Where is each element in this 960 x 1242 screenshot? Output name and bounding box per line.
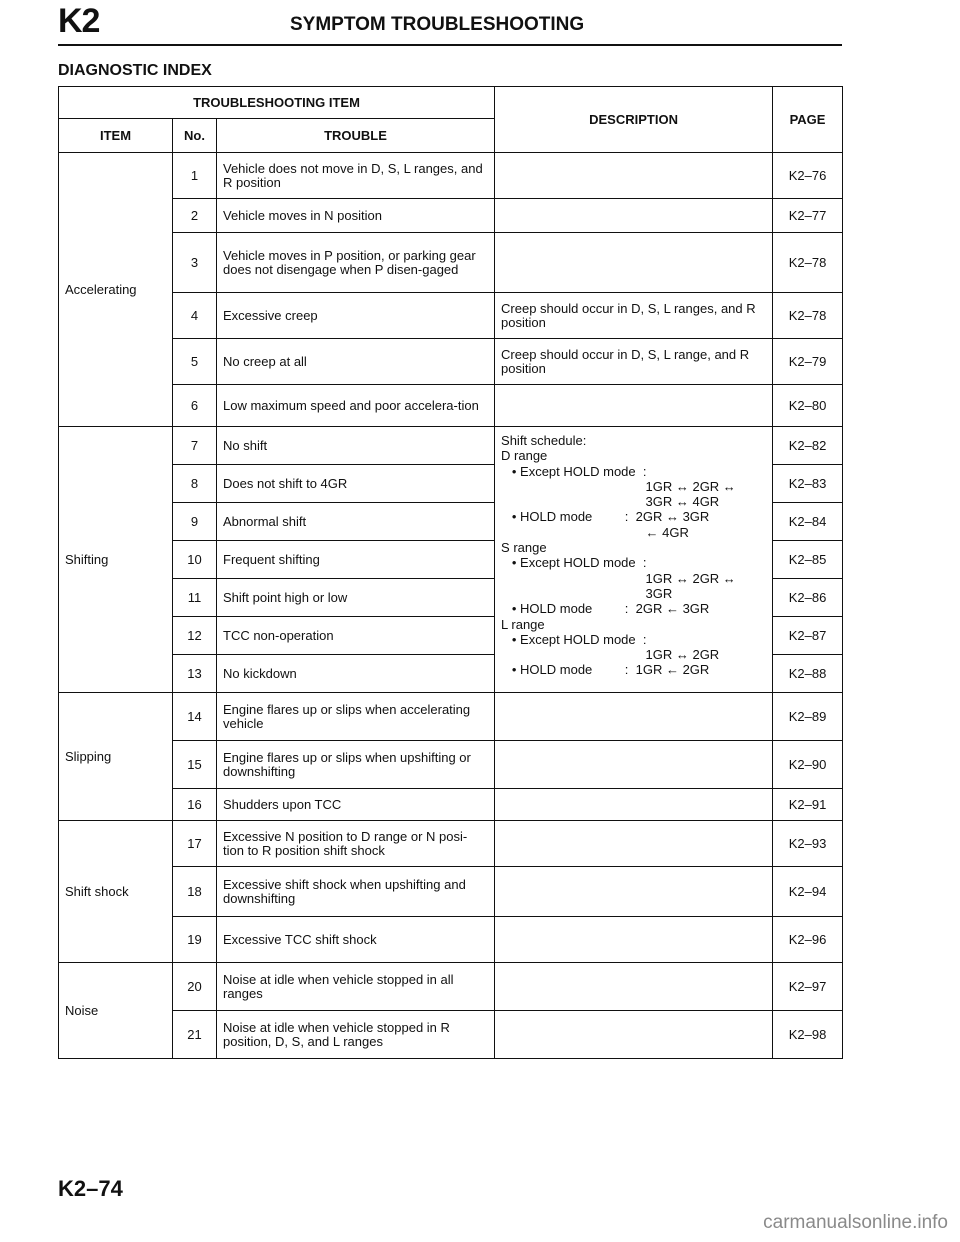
trouble-cell: No creep at all: [217, 339, 495, 385]
description-cell: [495, 1011, 773, 1059]
trouble-number-cell: 20: [173, 963, 217, 1011]
table-row: [59, 233, 843, 293]
description-cell: [495, 153, 773, 199]
description-cell: Creep should occur in D, S, L ranges, and R position: [495, 293, 773, 339]
trouble-number-cell: 13: [173, 655, 217, 693]
description-cell: [495, 963, 773, 1011]
item-category-cell: Accelerating: [59, 153, 173, 427]
trouble-number-cell: 1: [173, 153, 217, 199]
table-body: [59, 153, 843, 1059]
trouble-cell: Low maximum speed and poor accelera-tion: [217, 385, 495, 427]
page-reference-cell: K2–82: [773, 427, 843, 465]
description-cell: [495, 741, 773, 789]
trouble-number-cell: 4: [173, 293, 217, 339]
trouble-number-cell: 7: [173, 427, 217, 465]
item-category-cell: Shift shock: [59, 821, 173, 963]
trouble-cell: Engine flares up or slips when upshifting or downshifting: [217, 741, 495, 789]
description-cell: [495, 385, 773, 427]
trouble-number-cell: 11: [173, 579, 217, 617]
table-row: [59, 867, 843, 917]
page-reference-cell: K2–77: [773, 199, 843, 233]
page-reference-cell: K2–83: [773, 465, 843, 503]
trouble-number-cell: 19: [173, 917, 217, 963]
description-cell: [495, 789, 773, 821]
table-row: [59, 963, 843, 1011]
trouble-cell: Does not shift to 4GR: [217, 465, 495, 503]
item-category-cell: Slipping: [59, 693, 173, 821]
description-cell: [495, 693, 773, 741]
trouble-cell: TCC non-operation: [217, 617, 495, 655]
table-row: [59, 293, 843, 339]
page-title: SYMPTOM TROUBLESHOOTING: [290, 14, 585, 35]
section-code: K2: [58, 2, 100, 40]
table-row: [59, 339, 843, 385]
trouble-number-cell: 14: [173, 693, 217, 741]
page-reference-cell: K2–91: [773, 789, 843, 821]
trouble-number-cell: 2: [173, 199, 217, 233]
item-category-cell: Shifting: [59, 427, 173, 693]
trouble-cell: Engine flares up or slips when accelerating vehicle: [217, 693, 495, 741]
trouble-cell: Noise at idle when vehicle stopped in all ranges: [217, 963, 495, 1011]
description-cell: [495, 821, 773, 867]
page-reference-cell: K2–89: [773, 693, 843, 741]
page-reference-cell: K2–78: [773, 233, 843, 293]
diagnostic-index-table: [58, 86, 843, 1059]
trouble-cell: Excessive N position to D range or N posi-tion to R position shift shock: [217, 821, 495, 867]
description-cell: [495, 917, 773, 963]
description-cell: [495, 199, 773, 233]
description-header: DESCRIPTION: [495, 87, 773, 153]
description-cell: [495, 867, 773, 917]
table-row: [59, 821, 843, 867]
trouble-number-cell: 9: [173, 503, 217, 541]
trouble-number-cell: 3: [173, 233, 217, 293]
trouble-cell: No kickdown: [217, 655, 495, 693]
trouble-cell: Vehicle does not move in D, S, L ranges, and R position: [217, 153, 495, 199]
page-reference-cell: K2–90: [773, 741, 843, 789]
troubleshooting-item-header: TROUBLESHOOTING ITEM: [59, 87, 495, 119]
header-divider: [58, 44, 842, 46]
trouble-cell: Abnormal shift: [217, 503, 495, 541]
page-reference-cell: K2–86: [773, 579, 843, 617]
trouble-cell: Vehicle moves in P position, or parking gear does not disengage when P disen-gaged: [217, 233, 495, 293]
page-reference-cell: K2–93: [773, 821, 843, 867]
section-title: DIAGNOSTIC INDEX: [58, 62, 212, 79]
page-reference-cell: K2–84: [773, 503, 843, 541]
trouble-number-cell: 17: [173, 821, 217, 867]
page-reference-cell: K2–80: [773, 385, 843, 427]
table-row: [59, 199, 843, 233]
page-reference-cell: K2–98: [773, 1011, 843, 1059]
trouble-number-cell: 15: [173, 741, 217, 789]
trouble-number-cell: 5: [173, 339, 217, 385]
trouble-cell: Shift point high or low: [217, 579, 495, 617]
trouble-number-cell: 21: [173, 1011, 217, 1059]
trouble-number-cell: 16: [173, 789, 217, 821]
page-reference-cell: K2–79: [773, 339, 843, 385]
table-row: [59, 385, 843, 427]
page-reference-cell: K2–96: [773, 917, 843, 963]
trouble-header: TROUBLE: [217, 119, 495, 153]
page-reference-cell: K2–76: [773, 153, 843, 199]
page-reference-cell: K2–88: [773, 655, 843, 693]
no-header: No.: [173, 119, 217, 153]
diagnostic-index-table-wrapper: [58, 86, 842, 1059]
item-category-cell: Noise: [59, 963, 173, 1059]
trouble-number-cell: 6: [173, 385, 217, 427]
trouble-cell: Excessive shift shock when upshifting and downshifting: [217, 867, 495, 917]
trouble-number-cell: 18: [173, 867, 217, 917]
table-row: [59, 917, 843, 963]
description-cell: [495, 233, 773, 293]
trouble-cell: Excessive creep: [217, 293, 495, 339]
table-row: [59, 789, 843, 821]
table-row: [59, 741, 843, 789]
trouble-number-cell: 12: [173, 617, 217, 655]
trouble-cell: Vehicle moves in N position: [217, 199, 495, 233]
description-cell: Creep should occur in D, S, L range, and R position: [495, 339, 773, 385]
page-reference-cell: K2–94: [773, 867, 843, 917]
page-header: PAGE: [773, 87, 843, 153]
trouble-cell: No shift: [217, 427, 495, 465]
trouble-cell: Frequent shifting: [217, 541, 495, 579]
table-row: [59, 153, 843, 199]
table-row: [59, 427, 843, 465]
trouble-number-cell: 10: [173, 541, 217, 579]
shift-schedule-description-cell: Shift schedule: D range • Except HOLD mode : 1GR ↔ 2GR ↔ 3GR ↔ 4GR • HOLD mode : 2GR ↔ 3GR ← 4GR S range • Except HOLD mode : 1GR ↔ 2GR ↔ 3GR • HOLD mode : 2GR ← 3GR L range • Except HOLD mode : 1GR ↔ 2GR • HOLD mode : 1GR ← 2GR: [495, 427, 773, 693]
page-number: K2–74: [58, 1176, 123, 1201]
page-reference-cell: K2–87: [773, 617, 843, 655]
trouble-cell: Noise at idle when vehicle stopped in R position, D, S, and L ranges: [217, 1011, 495, 1059]
trouble-cell: Shudders upon TCC: [217, 789, 495, 821]
trouble-cell: Excessive TCC shift shock: [217, 917, 495, 963]
watermark: carmanualsonline.info: [763, 1212, 948, 1233]
table-row: [59, 693, 843, 741]
page-reference-cell: K2–85: [773, 541, 843, 579]
page-reference-cell: K2–97: [773, 963, 843, 1011]
trouble-number-cell: 8: [173, 465, 217, 503]
item-header: ITEM: [59, 119, 173, 153]
table-row: [59, 1011, 843, 1059]
page-reference-cell: K2–78: [773, 293, 843, 339]
